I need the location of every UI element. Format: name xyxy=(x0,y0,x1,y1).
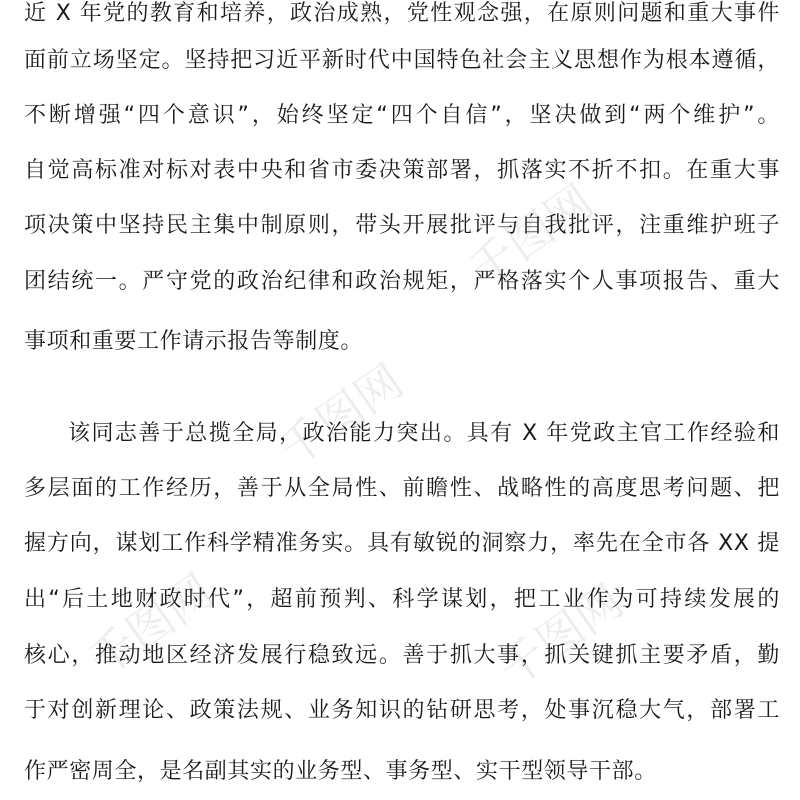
text-line: 核心，推动地区经济发展行稳致远。善于抓大事，抓关键抓主要矛盾，勤 xyxy=(24,643,780,668)
watermark: 千图网 xyxy=(78,563,223,688)
text-line: 多层面的工作经历，善于从全局性、前瞻性、战略性的高度思考问题、把 xyxy=(24,476,780,501)
text-line: 出“后土地财政时代”，超前预判、科学谋划，把工业作为可持续发展的 xyxy=(24,587,780,612)
text-line: 近 X 年党的教育和培养，政治成熟，党性观念强，在原则问题和重大事件 xyxy=(24,1,780,26)
watermark: 千图网 xyxy=(268,353,413,478)
text-line: 事项和重要工作请示报告等制度。 xyxy=(24,329,364,354)
watermark: 千图网 xyxy=(458,173,603,298)
text-line: 面前立场坚定。坚持把习近平新时代中国特色社会主义思想作为根本遵循， xyxy=(24,48,780,73)
text-line: 项决策中坚持民主集中制原则，带头开展批评与自我批评，注重维护班子 xyxy=(24,213,780,238)
text-line: 该同志善于总揽全局，政治能力突出。具有 X 年党政主官工作经验和 xyxy=(68,421,780,446)
text-line: 团结统一。严守党的政治纪律和政治规矩，严格落实个人事项报告、重大 xyxy=(24,269,780,294)
text-line: 不断增强“四个意识”，始终坚定“四个自信”，坚决做到“两个维护”。 xyxy=(24,103,780,128)
text-line: 于对创新理论、政策法规、业务知识的钻研思考，处事沉稳大气，部署工 xyxy=(24,698,780,723)
text-line: 握方向，谋划工作科学精准务实。具有敏锐的洞察力，率先在全市各 XX 提 xyxy=(24,531,780,556)
text-line: 自觉高标准对标对表中央和省市委决策部署，抓落实不折不扣。在重大事 xyxy=(24,158,780,183)
watermark: 千图网 xyxy=(488,573,633,698)
text-line: 作严密周全，是名副其实的业务型、事务型、实干型领导干部。 xyxy=(24,759,657,784)
